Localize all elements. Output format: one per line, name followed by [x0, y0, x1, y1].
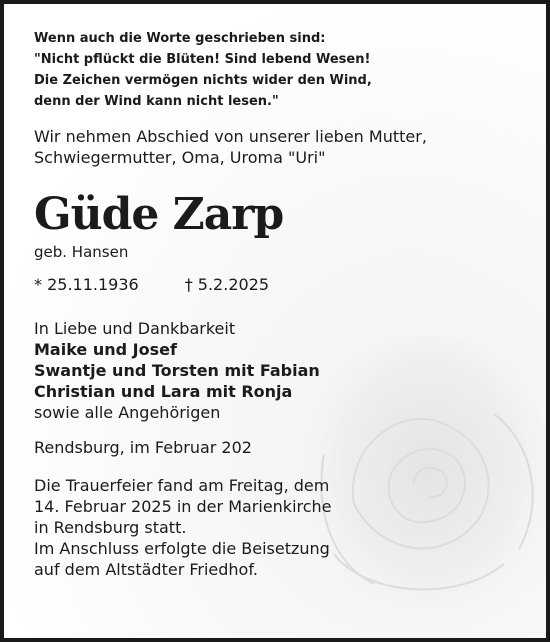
farewell-intro [34, 126, 534, 168]
deceased-name: Güde Zarp [34, 189, 284, 240]
life-dates [34, 274, 534, 296]
poem-line: denn der Wind kann nicht lesen." [34, 94, 279, 109]
funeral-line: in Rendsburg statt. [34, 518, 187, 537]
poem-line: Die Zeichen vermögen nichts wider den Wind, [34, 73, 372, 88]
family-line: Christian und Lara mit Ronja [34, 382, 293, 401]
birth-date: * 25.11.1936 [34, 275, 139, 294]
funeral-line: Im Anschluss erfolgte die Beisetzung [34, 539, 330, 558]
mourners-others: sowie alle Angehörigen [34, 403, 221, 422]
funeral-line: 14. Februar 2025 in der Marienkirche [34, 497, 332, 516]
death-date: † 5.2.2025 [184, 275, 270, 294]
family-line: Swantje und Torsten mit Fabian [34, 361, 320, 380]
notice-content [34, 28, 534, 580]
birth-name: geb. Hansen [34, 243, 129, 261]
mourners [34, 318, 534, 423]
intro-line: Schwiegermutter, Oma, Uroma "Uri" [34, 148, 326, 167]
mourners-intro: In Liebe und Dankbarkeit [34, 319, 236, 338]
poem [34, 28, 534, 112]
funeral-line: auf dem Altstädter Friedhof. [34, 560, 258, 579]
poem-line: "Nicht pflückt die Blüten! Sind lebend Wesen! [34, 52, 371, 67]
funeral-info [34, 475, 534, 580]
poem-line: Wenn auch die Worte geschrieben sind: [34, 31, 326, 46]
funeral-line: Die Trauerfeier fand am Freitag, dem [34, 476, 330, 495]
place-date: Rendsburg, im Februar 202 [34, 438, 252, 457]
family-line: Maike und Josef [34, 340, 177, 359]
intro-line: Wir nehmen Abschied von unserer lieben Mutter, [34, 127, 427, 146]
